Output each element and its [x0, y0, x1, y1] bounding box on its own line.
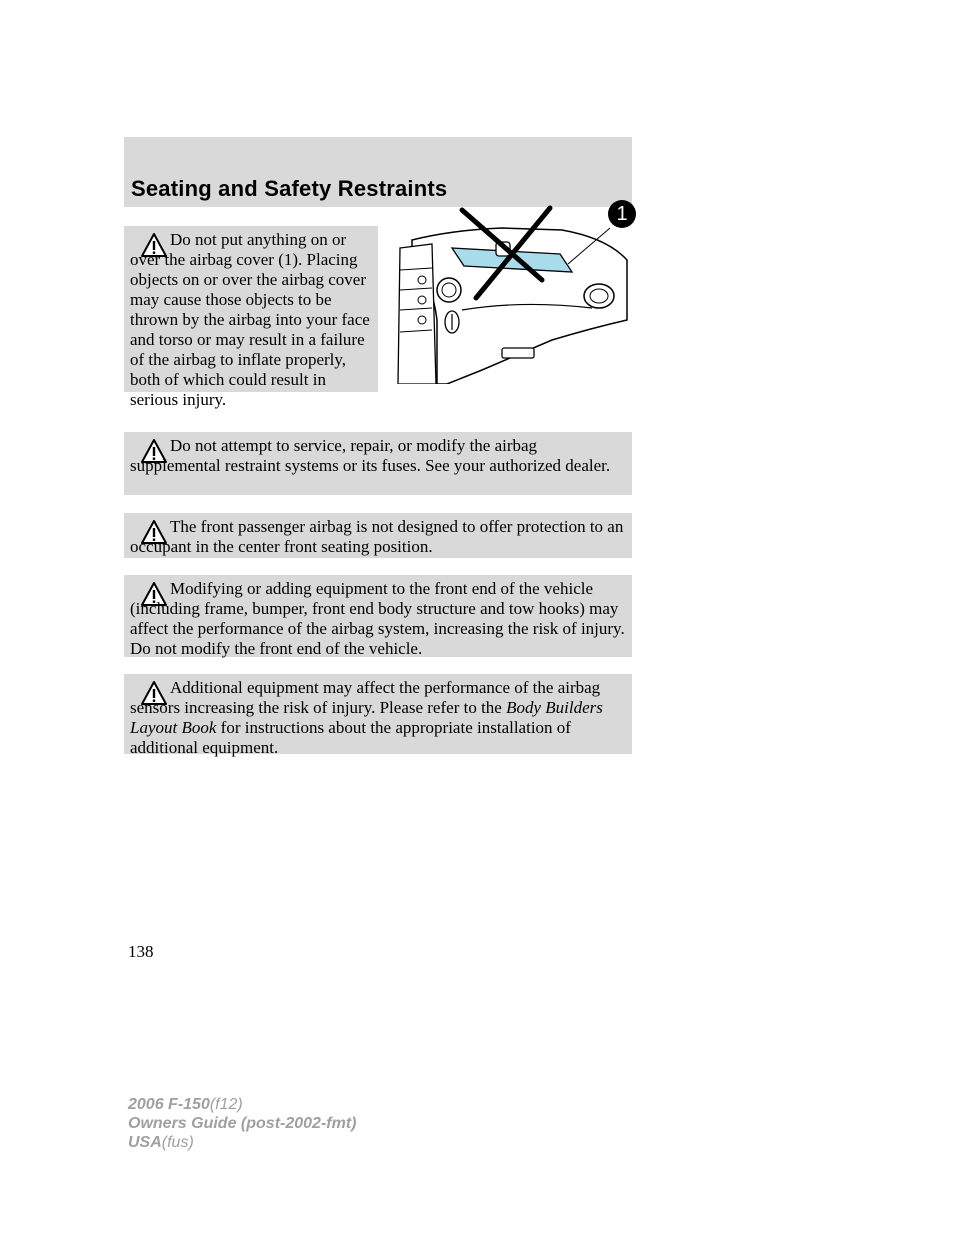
book-title: Body Builders Layout Book [130, 698, 603, 737]
warning-box-4 [124, 575, 632, 657]
warning-box-5 [124, 674, 632, 757]
warning-text-3: The front passenger airbag is not designed to offer protection to an occupant in the center front seating position. [130, 517, 624, 556]
warning-box-2 [124, 432, 632, 495]
warning-text-1: Do not put anything on or over the airbag cover (1). Placing objects on or over the airbag cover may cause those objects to be thrown by the airbag into your face and torso or may result in a failure of the airbag to inflate properly, both of which could result in serious injury. [130, 230, 370, 409]
section-title: Seating and Safety Restraints [131, 176, 448, 201]
warning-box-3 [124, 513, 632, 558]
warning-text-5: Additional equipment may affect the performance of the airbag sensors increasing the risk of injury. Please refer to the Body Builders Layout Book for instructions about the appropriate installation of additional equipment. [130, 678, 603, 757]
callout-number-1: 1 [608, 200, 636, 228]
warning-text-2: Do not attempt to service, repair, or modify the airbag supplemental restraint systems or its fuses. See your authorized dealer. [130, 436, 611, 475]
airbag-dashboard-illustration [392, 200, 632, 384]
warning-box-1 [124, 226, 378, 409]
page-number: 138 [128, 942, 154, 961]
warning-text-4: Modifying or adding equipment to the front end of the vehicle (including frame, bumper, front end body structure and tow hooks) may affect the performance of the airbag system, increasing the risk of injury. Do not modify the front end of the vehicle. [130, 579, 625, 658]
document-footer: 2006 F-150(f12) Owners Guide (post-2002-fmt) USA(fus) [128, 1096, 357, 1151]
